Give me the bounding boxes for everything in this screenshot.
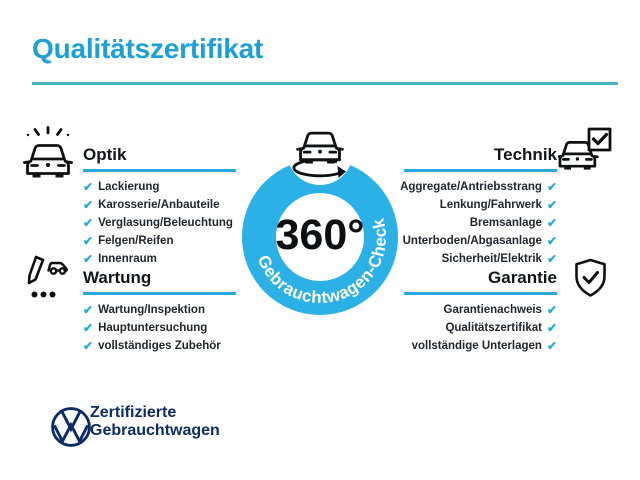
checklist [404, 301, 557, 355]
footer-line2: Gebrauchtwagen [90, 422, 220, 439]
check-icon: ✔ [546, 216, 557, 230]
check-icon: ✔ [546, 198, 557, 212]
vw-logo [50, 406, 92, 448]
list-item [404, 214, 557, 232]
item-label: Karosserie/Anbauteile [98, 199, 220, 211]
checklist [83, 301, 236, 355]
section-wartung [83, 267, 236, 355]
item-label: Qualitätszertifikat [445, 322, 542, 334]
item-label: Bremsanlage [469, 217, 542, 229]
shield-check-icon [573, 258, 608, 298]
check-icon: ✔ [83, 321, 94, 335]
footer-line1: Zertifizierte [90, 404, 177, 421]
item-label: Felgen/Reifen [98, 235, 174, 247]
item-label: vollständige Unterlagen [411, 340, 542, 352]
item-label: vollständiges Zubehör [98, 340, 221, 352]
footer-wordmark [90, 404, 220, 440]
item-label: Lenkung/Fahrwerk [439, 199, 542, 211]
degree-label: 360° [275, 211, 365, 259]
section-technik [400, 144, 557, 268]
check-icon: ✔ [83, 339, 94, 353]
check-icon: ✔ [83, 198, 94, 212]
list-item [404, 196, 557, 214]
section-heading: Optik [83, 144, 236, 172]
list-item [404, 232, 557, 250]
list-item [83, 337, 236, 355]
page-title: Qualitätszertifikat [32, 33, 264, 64]
pen-car-checklist-icon [22, 254, 74, 306]
check-icon: ✔ [83, 216, 94, 230]
list-item [83, 196, 236, 214]
section-heading: Wartung [83, 267, 236, 295]
section-heading: Technik [404, 144, 557, 172]
check-icon: ✔ [546, 180, 557, 194]
list-item [83, 301, 236, 319]
item-label: Lackierung [98, 181, 160, 193]
ring-label-curved: Gebrauchtwagen-Check [253, 216, 391, 308]
check-icon: ✔ [546, 252, 557, 266]
item-label: Wartung/Inspektion [98, 304, 205, 316]
item-label: Verglasung/Beleuchtung [98, 217, 233, 229]
list-item [83, 178, 236, 196]
check-icon: ✔ [546, 303, 557, 317]
list-item [83, 250, 236, 268]
section-garantie [404, 267, 557, 355]
list-item [400, 178, 557, 196]
check-icon: ✔ [546, 234, 557, 248]
list-item [404, 319, 557, 337]
item-label: Innenraum [98, 253, 157, 265]
item-label: Unterboden/Abgasanlage [402, 235, 542, 247]
section-optik [83, 144, 236, 268]
list-item [83, 319, 236, 337]
list-item [83, 232, 236, 250]
list-item [404, 250, 557, 268]
check-icon: ✔ [83, 303, 94, 317]
item-label: Aggregate/Antriebsstrang [400, 181, 542, 193]
check-icon: ✔ [83, 252, 94, 266]
check-icon: ✔ [83, 234, 94, 248]
check-icon: ✔ [546, 339, 557, 353]
list-item [404, 337, 557, 355]
item-label: Sicherheit/Elektrik [441, 253, 542, 265]
car-shine-icon [22, 126, 74, 178]
check-icon: ✔ [83, 180, 94, 194]
item-label: Garantienachweis [443, 304, 542, 316]
360-check-ring [224, 110, 416, 322]
car-checkbox-icon [558, 127, 612, 173]
list-item [404, 301, 557, 319]
section-heading: Garantie [404, 267, 557, 295]
checklist [83, 178, 236, 268]
item-label: Hauptuntersuchung [98, 322, 208, 334]
title-divider [32, 82, 618, 85]
checklist [400, 178, 557, 268]
list-item [83, 214, 236, 232]
check-icon: ✔ [546, 321, 557, 335]
